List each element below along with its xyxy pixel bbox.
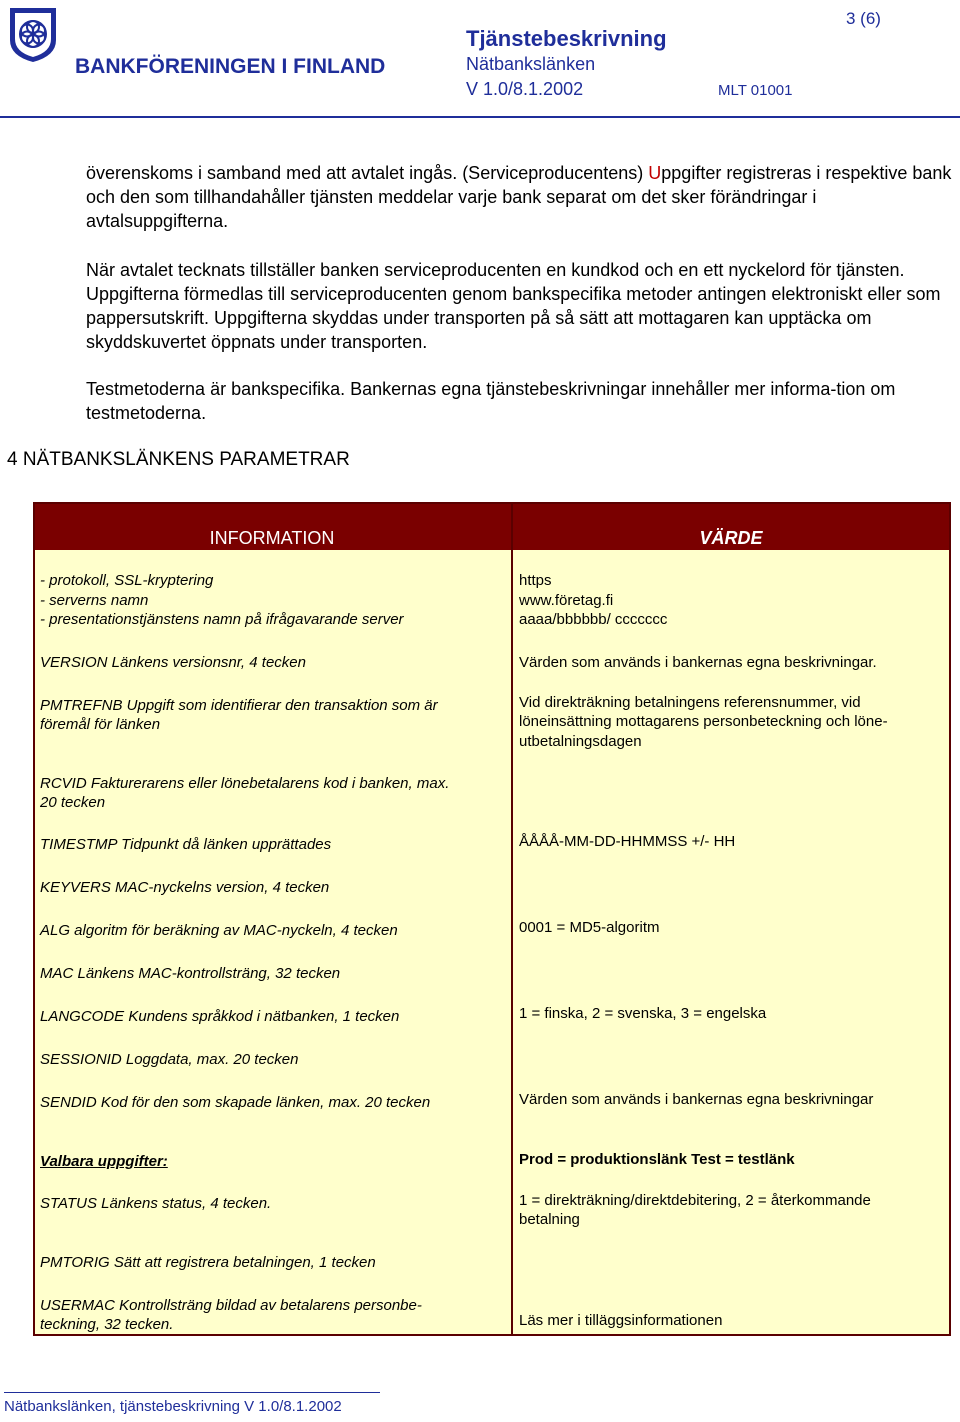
document-version: V 1.0/8.1.2002: [466, 79, 584, 99]
info-status: STATUS Länkens status, 4 tecken.: [40, 1195, 272, 1212]
optional-fields-label: Valbara uppgifter:: [40, 1153, 168, 1170]
table-header: [33, 504, 951, 550]
info-sendid: SENDID Kod för den som skapade länken, max. 20 tecken: [40, 1094, 431, 1111]
section-heading: 4 NÄTBANKSLÄNKENS PARAMETRAR: [7, 449, 350, 470]
table-border-left: [33, 504, 35, 1336]
footer-divider: [4, 1392, 380, 1393]
value-timestmp: ÅÅÅÅ-MM-DD-HHMMSS +/- HH: [519, 833, 736, 850]
value-status: 1 = direkträkning/direktdebitering, 2 = återkommande: [519, 1192, 871, 1209]
value-langcode: 1 = finska, 2 = svenska, 3 = engelska: [519, 1005, 767, 1022]
info-usermac: USERMAC Kontrollsträng bildad av betalarens personbe-: [40, 1297, 422, 1314]
value-version: Värden som används i bankernas egna beskrivningar.: [519, 654, 877, 671]
value-service-name: aaaa/bbbbbb/ ccccccc: [519, 611, 668, 628]
header-divider: [0, 116, 960, 118]
info-service-name: - presentationstjänstens namn på ifrågavarande server: [40, 611, 404, 628]
bank-association-logo: [6, 4, 60, 64]
value-pmtrefnb-cont2: utbetalningsdagen: [519, 733, 642, 750]
info-pmtorig: PMTORIG Sätt att registrera betalningen, 1 tecken: [40, 1254, 376, 1271]
table-column-divider: [511, 504, 513, 1336]
value-optional-prod: Prod = produktionslänk Test = testlänk: [519, 1151, 795, 1168]
info-mac: MAC Länkens MAC-kontrollsträng, 32 tecken: [40, 965, 341, 982]
info-sessionid: SESSIONID Loggdata, max. 20 tecken: [40, 1051, 299, 1068]
paragraph-test-methods: Testmetoderna är bankspecifika. Bankernas egna tjänstebeskrivningar innehåller mer informa-tion om testmetoderna.: [86, 379, 896, 423]
table-border-top: [33, 502, 951, 504]
info-pmtrefnb: PMTREFNB Uppgift som identifierar den transaktion som är: [40, 697, 438, 714]
value-status-cont: betalning: [519, 1211, 580, 1228]
value-alg: 0001 = MD5-algoritm: [519, 919, 660, 936]
value-usermac: Läs mer i tilläggsinformationen: [519, 1312, 723, 1329]
organization-name: BANKFÖRENINGEN I FINLAND: [75, 55, 386, 78]
document-subtitle: Nätbankslänken: [466, 54, 596, 74]
info-rcvid: RCVID Fakturerarens eller lönebetalarens kod i banken, max.: [40, 775, 450, 792]
value-protocol: https: [519, 572, 552, 589]
paragraph-agreement: överenskoms i samband med att avtalet ingås. (Serviceproducentens) Uppgifter registreras i respektive bank och den som tillhandahåller tjänsten meddelar varje bank separat om det sker förändringar i avtalsuppgifterna.: [86, 163, 952, 231]
column-header-value: VÄRDE: [699, 528, 763, 548]
value-server-name: www.företag.fi: [519, 592, 614, 609]
info-rcvid-cont: 20 tecken: [40, 794, 106, 811]
table-border-right: [949, 504, 951, 1336]
info-pmtrefnb-cont: föremål för länken: [40, 716, 161, 733]
value-pmtrefnb-cont: löneinsättning mottagarens personbeteckning och löne-: [519, 713, 888, 730]
info-alg: ALG algoritm för beräkning av MAC-nyckeln, 4 tecken: [40, 922, 398, 939]
value-pmtrefnb: Vid direkträkning betalningens referensnummer, vid: [519, 694, 861, 711]
document-title: Tjänstebeskrivning: [466, 26, 667, 51]
footer-text: Nätbankslänken, tjänstebeskrivning V 1.0/8.1.2002: [4, 1398, 342, 1415]
info-server-name: - serverns namn: [40, 592, 149, 609]
column-header-information: INFORMATION: [209, 528, 335, 548]
info-protocol: - protokoll, SSL-kryptering: [40, 572, 214, 589]
info-langcode: LANGCODE Kundens språkkod i nätbanken, 1 tecken: [40, 1008, 400, 1025]
info-version: VERSION Länkens versionsnr, 4 tecken: [40, 654, 306, 671]
page-number: 3 (6): [846, 9, 881, 28]
info-usermac-cont: teckning, 32 tecken.: [40, 1316, 174, 1333]
table-border-bottom: [33, 1334, 951, 1336]
info-keyvers: KEYVERS MAC-nyckelns version, 4 tecken: [40, 879, 330, 896]
paragraph-customer-code: När avtalet tecknats tillställer banken serviceproducenten en kundkod och en ett nyckelord för tjänsten. Uppgifterna förmedlas till serviceproducenten genom bankspecifika metoder antingen elektroniskt eller som pappersutskrift. Uppgifterna skyddas under transporten på så sätt att mottagaren kan upptäcka om skyddskuvertet öppnats under transporten.: [86, 260, 941, 352]
value-sendid: Värden som används i bankernas egna beskrivningar: [519, 1091, 874, 1108]
info-timestmp: TIMESTMP Tidpunkt då länken upprättades: [40, 836, 332, 853]
document-code: MLT 01001: [718, 82, 793, 99]
